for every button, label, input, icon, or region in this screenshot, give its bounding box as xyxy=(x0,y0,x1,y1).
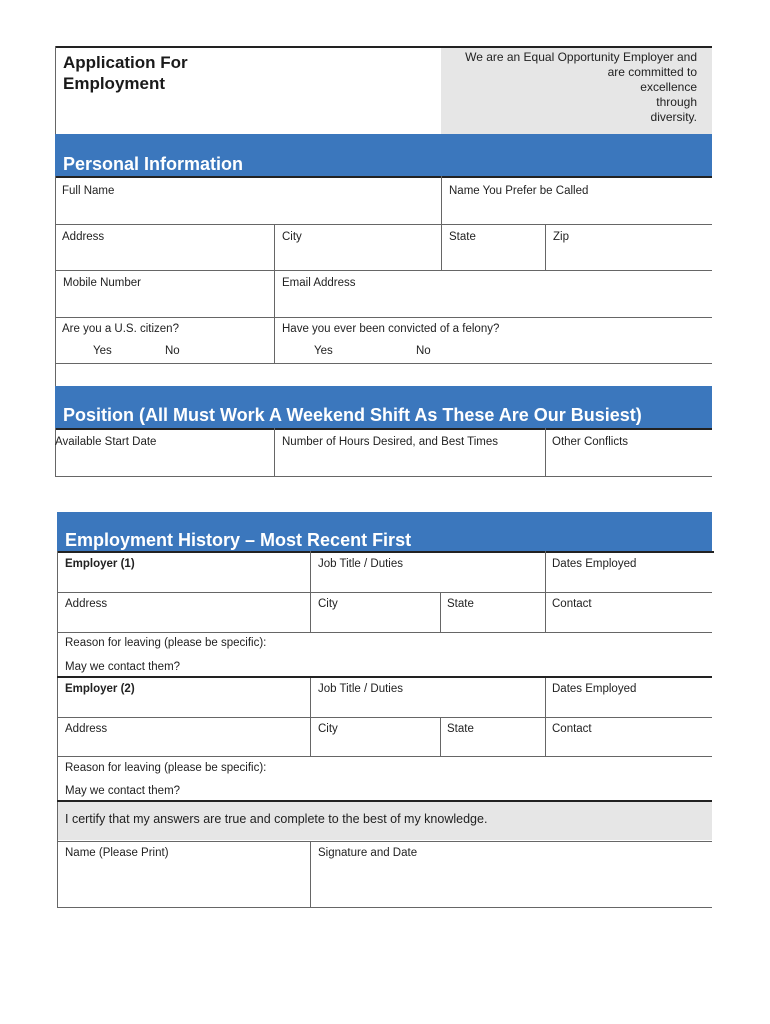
felony-yes-option[interactable]: Yes xyxy=(314,345,333,357)
citizen-question: Are you a U.S. citizen? xyxy=(62,323,179,335)
state-label: State xyxy=(449,231,476,243)
position-heading-text: Position (All Must Work A Weekend Shift As These Are Our Busiest) xyxy=(63,405,642,425)
emp1-address-label: Address xyxy=(65,598,108,610)
conflicts-label: Other Conflicts xyxy=(552,436,629,448)
employer2-label: Employer (2) xyxy=(65,683,135,695)
emp2-city-label: City xyxy=(318,723,338,735)
page-title xyxy=(63,52,188,94)
employment-heading-text: Employment History – Most Recent First xyxy=(65,530,412,550)
emp1-contact-label: Contact xyxy=(552,598,592,610)
zip-label: Zip xyxy=(553,231,569,243)
personal-row-rule xyxy=(55,363,712,364)
personal-info-heading-text: Personal Information xyxy=(63,154,244,174)
emp1-dates-label: Dates Employed xyxy=(552,558,637,570)
personal-row-rule xyxy=(55,317,712,318)
employment-heading xyxy=(57,512,712,551)
eeo-line-5: diversity. xyxy=(650,110,697,124)
address-label: Address xyxy=(62,231,105,243)
emp1-job-title-label: Job Title / Duties xyxy=(318,558,404,570)
certification-statement: I certify that my answers are true and complete to the best of my knowledge. xyxy=(65,812,488,826)
felony-no-option[interactable]: No xyxy=(416,345,431,357)
emp1-may-contact-label: May we contact them? xyxy=(65,661,181,673)
emp1-reason-label: Reason for leaving (please be specific): xyxy=(65,637,267,649)
emp2-address-label: Address xyxy=(65,723,108,735)
eeo-line-1: We are an Equal Opportunity Employer and xyxy=(465,50,697,64)
page-title-line2: Employment xyxy=(63,74,166,93)
personal-info-heading xyxy=(55,134,712,176)
emp2-state-label: State xyxy=(447,723,474,735)
position-bottom-rule xyxy=(55,476,712,477)
citizen-no-option[interactable]: No xyxy=(165,345,180,357)
citizen-yes-option[interactable]: Yes xyxy=(93,345,112,357)
header-left-border xyxy=(55,46,56,134)
felony-question: Have you ever been convicted of a felony? xyxy=(282,323,500,335)
emp2-job-title-label: Job Title / Duties xyxy=(318,683,404,695)
position-heading xyxy=(55,386,712,428)
start-date-label: Available Start Date xyxy=(55,436,157,448)
zip-field[interactable] xyxy=(546,225,712,270)
emp2-contact-label: Contact xyxy=(552,723,592,735)
emp2-dates-label: Dates Employed xyxy=(552,683,637,695)
emp2-may-contact-label: May we contact them? xyxy=(65,785,181,797)
eeo-line-2: are committed to xyxy=(607,65,697,79)
city-label: City xyxy=(282,231,302,243)
signature-label: Signature and Date xyxy=(318,847,418,859)
emp1-city-label: City xyxy=(318,598,338,610)
preferred-name-label: Name You Prefer be Called xyxy=(449,185,589,197)
employer-separator-rule xyxy=(57,676,712,678)
eeo-line-3: excellence xyxy=(640,80,697,94)
mobile-label: Mobile Number xyxy=(63,277,141,289)
emp1-state-label: State xyxy=(447,598,474,610)
eeo-line-4: through xyxy=(656,95,697,109)
employer1-label: Employer (1) xyxy=(65,558,135,570)
page-title-line1: Application For xyxy=(63,53,188,72)
emp2-reason-label: Reason for leaving (please be specific): xyxy=(65,762,267,774)
hours-label: Number of Hours Desired, and Best Times xyxy=(282,436,499,448)
form-bottom-rule xyxy=(57,907,712,908)
name-print-label: Name (Please Print) xyxy=(65,847,169,859)
eeo-statement xyxy=(441,50,697,125)
full-name-label: Full Name xyxy=(62,185,115,197)
email-label: Email Address xyxy=(282,277,356,289)
